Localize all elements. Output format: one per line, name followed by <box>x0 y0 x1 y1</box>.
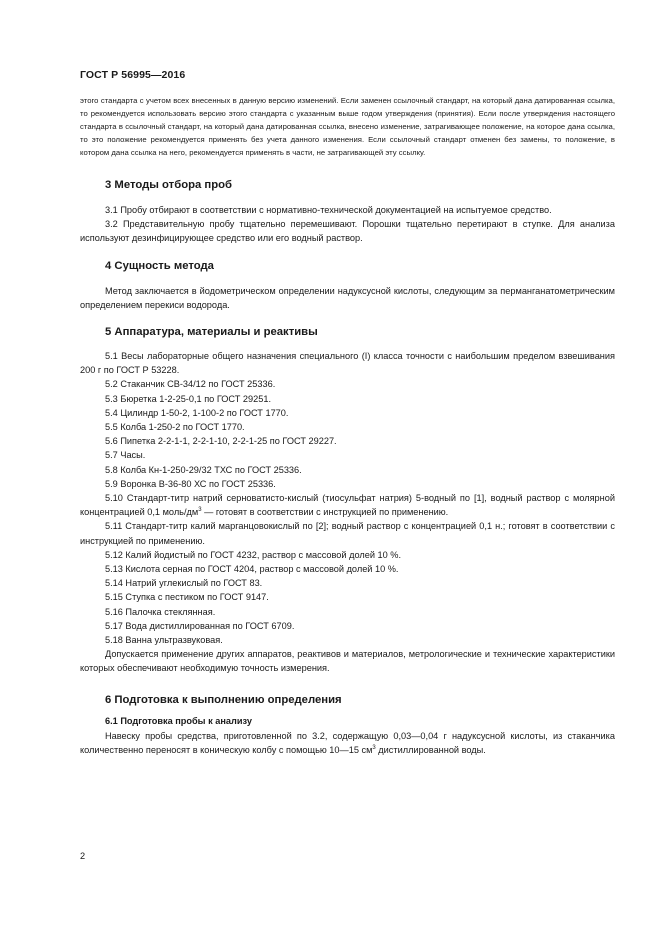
section-6-title: 6 Подготовка к выполнению определения <box>105 693 342 706</box>
paragraph-6-1-text: Навеску пробы средства, приготовленной по 3.2, содержащую 0,03—0,04 г надуксусной кислоты, из стаканчика количественно переносят в коническую колбу с помощью 10—15 см <box>80 730 615 755</box>
paragraph-5-15: 5.15 Ступка с пестиком по ГОСТ 9147. <box>105 592 269 603</box>
superscript: 3 <box>372 744 376 751</box>
paragraph-note: Допускается применение других аппаратов, реактивов и материалов, метрологические и технические характеристики которых обеспечивают необходимую точность измерения. <box>80 649 615 674</box>
paragraph-5-7: 5.7 Часы. <box>105 450 146 461</box>
paragraph-5-12: 5.12 Калий йодистый по ГОСТ 4232, раствор с массовой долей 10 %. <box>105 549 402 560</box>
paragraph-5-2: 5.2 Стаканчик СВ-34/12 по ГОСТ 25336. <box>105 379 276 390</box>
paragraph-5-9: 5.9 Воронка В-36-80 ХС по ГОСТ 25336. <box>105 478 276 489</box>
paragraph-5-10 <box>80 491 615 519</box>
section-3-title: 3 Методы отбора проб <box>105 179 233 191</box>
paragraph-6-1-text-end: дистиллированной воды. <box>375 744 486 755</box>
paragraph-3-1: 3.1 Пробу отбирают в соответствии с нормативно-технической документацией на испытуемое средство. <box>105 205 552 215</box>
paragraph-5-10-text-end: — готовят в соответствии с инструкцией по применению. <box>201 507 449 518</box>
paragraph-5-5: 5.5 Колба 1-250-2 по ГОСТ 1770. <box>105 422 245 433</box>
paragraph-5-10-text: 5.10 Стандарт-титр натрий серноватисто-кислый (тиосульфат натрия) 5-водный по [1], водный раствор с молярной концентрацией 0,1 моль/дм <box>80 493 615 518</box>
paragraph-3-2: 3.2 Представительную пробу тщательно перемешивают. Порошки тщательно перетирают в ступке. Для анализа используют дезинфицирующее средство или его водный раствор. <box>80 219 615 244</box>
paragraph-6-1 <box>80 729 615 757</box>
paragraph-5-3: 5.3 Бюретка 1-2-25-0,1 по ГОСТ 29251. <box>105 393 272 404</box>
paragraph-5-11: 5.11 Стандарт-титр калий марганцовокислый по [2]; водный раствор с концентрацией 0,1 н.; готовят в соответствии с инструкцией по применению. <box>80 521 615 546</box>
paragraph-4-1: Метод заключается в йодометрическом определении надуксусной кислоты, следующим за перманганатометрическим определением перекиси водорода. <box>80 285 615 310</box>
document-code-header: ГОСТ Р 56995—2016 <box>80 69 186 81</box>
section-5-title: 5 Аппаратура, материалы и реактивы <box>105 326 318 339</box>
page-number: 2 <box>80 851 86 861</box>
intro-paragraph: этого стандарта с учетом всех внесенных в данную версию изменений. Если заменен ссылочный стандарт, на который дана датированная ссылка, то рекомендуется использовать версию этого стандарта с указанным выше годом утверждения (принятия). Если после утверждения настоящего стандарта в ссылочный стандарт, на который дана датированная ссылка, внесено изменение, затрагивающее положение, на которое дана ссылка, то это положение рекомендуется применять без учета данного изменения. Если ссылочный стандарт отменен без замены, то положение, в котором дана ссылка на него, рекомендуется применять в части, не затрагивающей эту ссылку. <box>80 96 615 157</box>
paragraph-5-17: 5.17 Вода дистиллированная по ГОСТ 6709. <box>105 620 295 631</box>
paragraph-5-4: 5.4 Цилиндр 1-50-2, 1-100-2 по ГОСТ 1770. <box>105 407 289 418</box>
page-content <box>80 94 615 757</box>
paragraph-5-13: 5.13 Кислота серная по ГОСТ 4204, раствор с массовой долей 10 %. <box>105 564 399 575</box>
section-4-title: 4 Сущность метода <box>105 259 214 272</box>
paragraph-5-6: 5.6 Пипетка 2-2-1-1, 2-2-1-10, 2-2-1-25 по ГОСТ 29227. <box>105 436 337 447</box>
paragraph-5-8: 5.8 Колба Кн-1-250-29/32 ТХС по ГОСТ 25336. <box>105 464 302 475</box>
paragraph-5-1: 5.1 Весы лабораторные общего назначения специального (I) класса точности с наибольшим пределом взвешивания 200 г по ГОСТ Р 53228. <box>80 351 615 376</box>
paragraph-5-14: 5.14 Натрий углекислый по ГОСТ 83. <box>105 578 263 589</box>
superscript: 3 <box>198 507 202 514</box>
paragraph-5-16: 5.16 Палочка стеклянная. <box>105 606 216 617</box>
paragraph-5-18: 5.18 Ванна ультразвуковая. <box>105 635 223 646</box>
subsection-6-1-title: 6.1 Подготовка пробы к анализу <box>105 715 252 726</box>
